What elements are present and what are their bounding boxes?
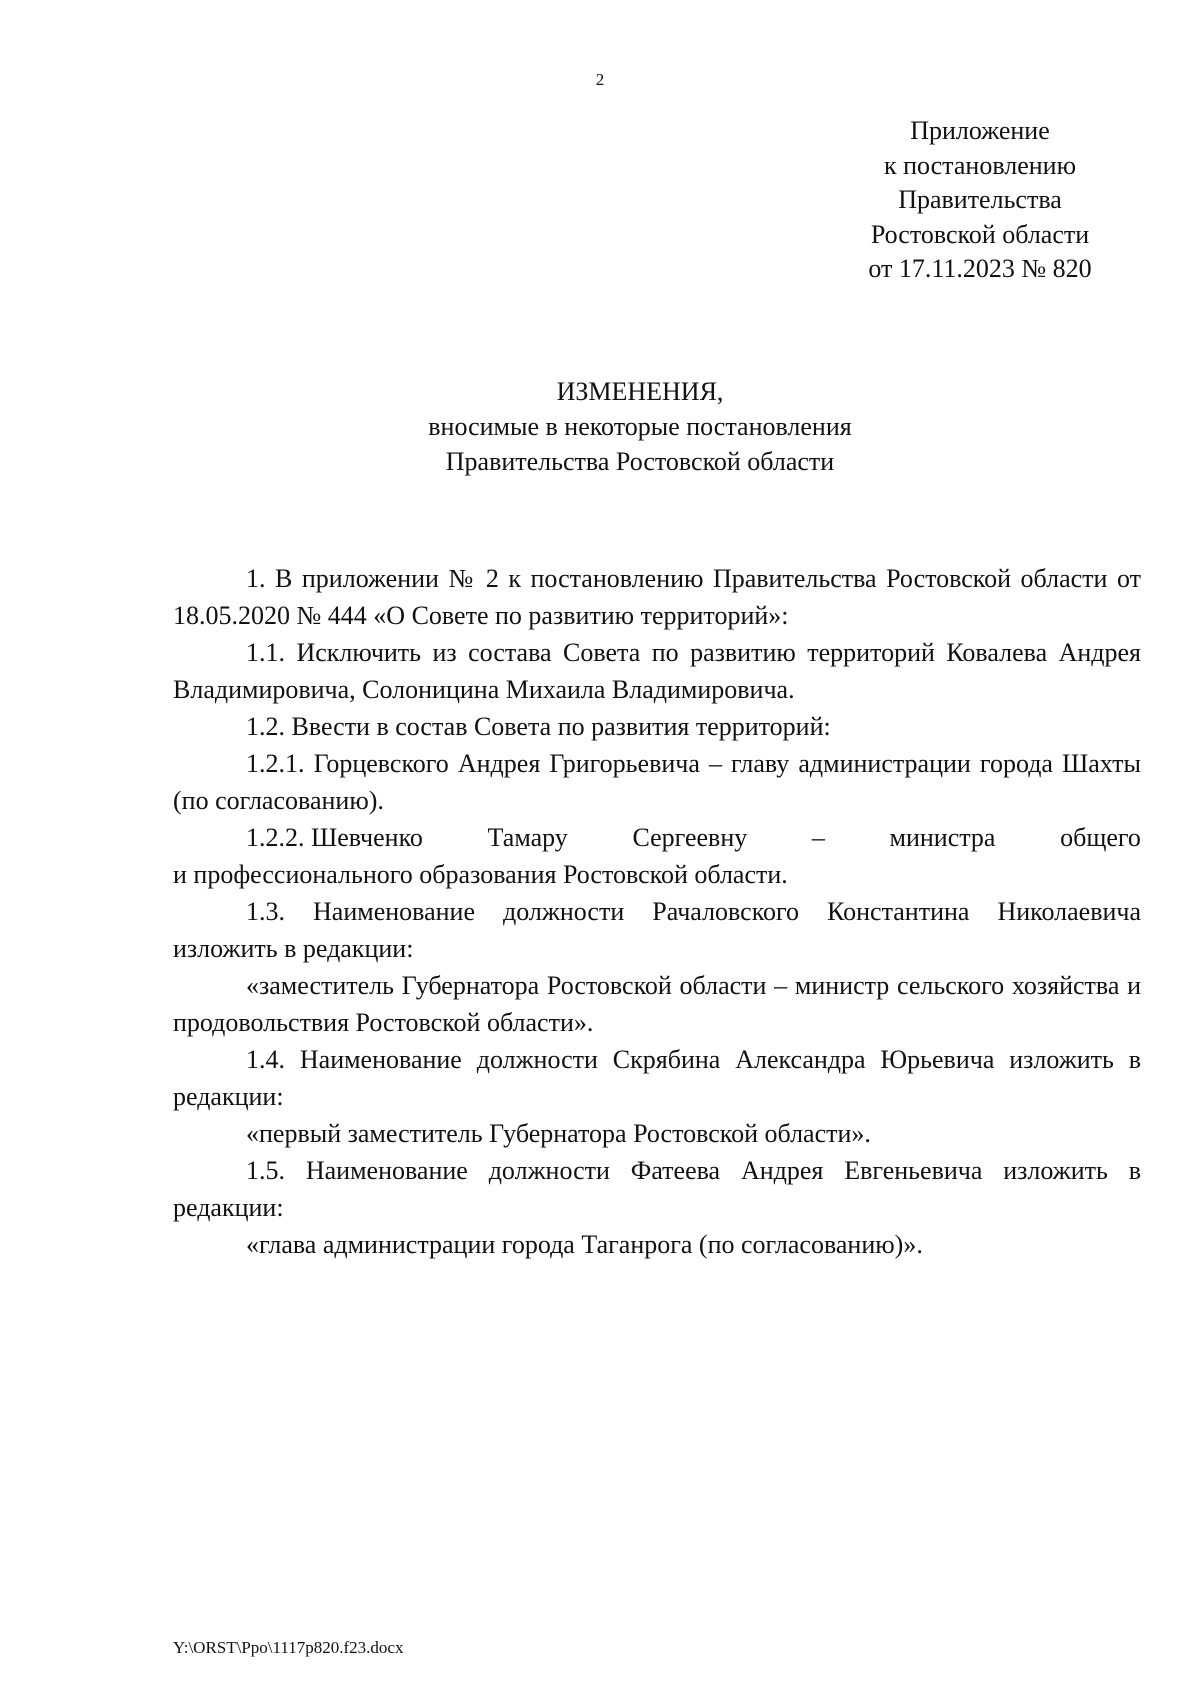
paragraph-1: 1. В приложении № 2 к постановлению Правительства Ростовской области от 18.05.2020 № 444 «О Совете по развитию территорий»: (173, 564, 1141, 630)
paragraph-1-4-quote: «первый заместитель Губернатора Ростовской области». (246, 1119, 871, 1148)
appendix-line-5: от 17.11.2023 № 820 (868, 254, 1092, 283)
paragraph-1-2-2-first-line (173, 819, 1141, 856)
page-number: 2 (595, 70, 605, 89)
document-body (173, 560, 1141, 1263)
heading-subtitle-2: Правительства Ростовской области (445, 447, 835, 476)
paragraph-1-2-2-word: общего (1060, 823, 1141, 852)
paragraph-1-3: 1.3. Наименование должности Рачаловского Константина Николаевича изложить в редакции: (173, 897, 1141, 963)
appendix-line-4: Ростовской области (870, 219, 1090, 249)
paragraph-1-2-2-word: Тамару (487, 823, 568, 852)
paragraph-1-5-quote: «глава администрации города Таганрога (по согласованию)». (246, 1230, 923, 1259)
appendix-block (835, 114, 1125, 287)
heading-subtitle-1: вносимые в некоторые постановления (428, 412, 852, 441)
document-heading (400, 374, 880, 479)
paragraph-1-2-2-continuation: и профессионального образования Ростовской области. (173, 860, 788, 889)
paragraph-1-2-1: 1.2.1. Горцевского Андрея Григорьевича – главу администрации города Шахты (по согласованию). (173, 749, 1141, 815)
footer-file-path: Y:\ORST\Ppo\1117p820.f23.docx (173, 1638, 404, 1657)
paragraph-1-4: 1.4. Наименование должности Скрябина Александра Юрьевича изложить в редакции: (173, 1045, 1141, 1111)
paragraph-1-2-2-word: министра (889, 823, 996, 852)
paragraph-1-2-2-word: Сергеевну (632, 823, 748, 852)
paragraph-1-3-quote: «заместитель Губернатора Ростовской области – министр сельского хозяйства и продовольствия Ростовской области». (173, 971, 1141, 1037)
paragraph-1-1: 1.1. Исключить из состава Совета по развитию территорий Ковалева Андрея Владимировича, Солоницина Михаила Владимировича. (173, 638, 1141, 704)
paragraph-1-5: 1.5. Наименование должности Фатеева Андрея Евгеньевича изложить в редакции: (173, 1156, 1141, 1222)
paragraph-1-2-2-word: 1.2.2. Шевченко (246, 823, 423, 852)
paragraph-1-2: 1.2. Ввести в состав Совета по развития территорий: (246, 712, 831, 741)
heading-title: ИЗМЕНЕНИЯ, (556, 377, 724, 406)
paragraph-1-2-2-word: – (811, 823, 825, 852)
appendix-line-3: Правительства (898, 185, 1062, 214)
appendix-line-2: к постановлению (883, 150, 1077, 180)
appendix-line-1: Приложение (910, 116, 1050, 145)
